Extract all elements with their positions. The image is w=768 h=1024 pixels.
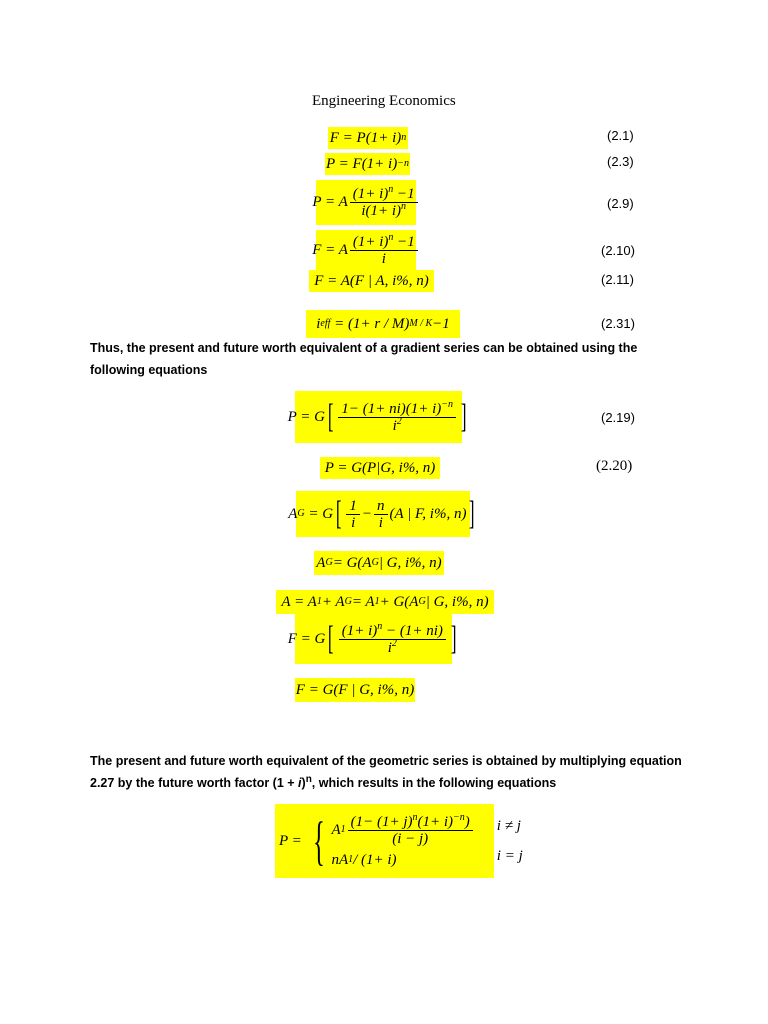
equation-2-1: F = P(1+ i) n: [328, 127, 408, 149]
equation-2-9: P = A $\frac{(1+ i)^n -1}{i(1+ i)^n}$: [316, 180, 416, 225]
equation-number: (2.31): [601, 316, 635, 331]
equation-number: (2.9): [607, 196, 634, 211]
equation-f-factor: F = G(F | G, i%, n): [295, 678, 415, 702]
equation-2-3: P = F(1+ i) −n: [325, 153, 410, 175]
condition-1: i ≠ j: [496, 817, 521, 834]
equation-2-31: i eff = (1+ r / M) M / K −1: [306, 310, 460, 338]
para-part: , which results in the following equations: [311, 776, 557, 790]
equation-2-20: P = G(P|G, i%, n): [320, 457, 440, 479]
equation-2-10: F = A $\frac{(1+ i)^n -1}{i}$: [316, 230, 416, 270]
equation-number: (2.11): [601, 272, 634, 287]
condition-2: i = j: [496, 847, 523, 864]
equation-number: (2.20): [596, 458, 633, 474]
equation-2-19: P = G [ $\frac{1- (1+ ni)(1+ i)^{-n}}{i^2}$ ]: [295, 391, 462, 443]
equation-number: (2.3): [607, 154, 634, 169]
equation-ag-factor: A G = G(A G | G, i%, n): [314, 551, 444, 575]
eq-part: = G(A: [332, 554, 372, 571]
equation-number: (2.19): [601, 410, 635, 425]
equation-ag-gradient: A G = G [ $\frac{1}{i}$ − $\frac{n}{i}$ (A | F, i%, n) ]: [296, 491, 470, 537]
para-part: n: [305, 773, 312, 785]
para-part: ): [301, 776, 306, 790]
page-title: Engineering Economics: [312, 93, 456, 109]
eq-part: A: [316, 554, 326, 571]
para-part: The present and future worth equivalent of the geometric series is obtained by multiplying equation 2.27 by the future worth factor (1 +: [90, 754, 682, 790]
equation-a-total: A = A 1 + A G = A 1 + G(A G | G, i%, n): [276, 590, 494, 614]
equation-number: (2.10): [601, 243, 635, 258]
eq-part: | G, i%, n): [378, 554, 442, 571]
equation-f-gradient: F = G [ $\frac{(1+ i)^n - (1+ ni)}{i^2}$ ]: [295, 614, 452, 664]
equation-number: (2.1): [607, 128, 634, 143]
paragraph-geometric: [90, 750, 690, 794]
paragraph-gradient: Thus, the present and future worth equivalent of a gradient series can be obtained using the following equations: [90, 341, 638, 377]
equation-geometric: P = { A 1 $\frac{(1- (1+ j)^n(1+ i)^{-n})}{(i - j)}$ nA 1 / (1+ i) i ≠ j i = j: [275, 804, 494, 878]
para-part: i: [298, 776, 302, 790]
equation-2-11: F = A(F | A, i%, n): [309, 270, 434, 292]
